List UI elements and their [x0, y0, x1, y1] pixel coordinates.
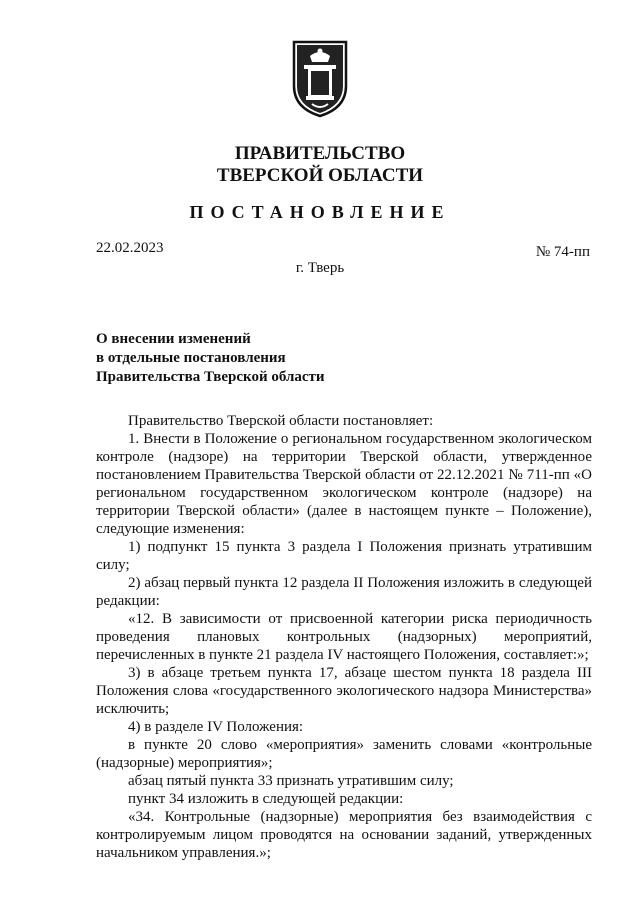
decree-subject: [96, 330, 325, 387]
body-paragraph: 1. Внести в Положение о региональном государственном экологическом контроле (надзоре) на территории Тверской области, утвержденное постановлением Правительства Тверской области от 22.12.2021 № 711-пп «О региональном государственном экологическом контроле (надзоре) на территории Тверской области» (далее в настоящем пункте – Положение), следующие изменения:: [96, 431, 592, 537]
body-paragraph: «34. Контрольные (надзорные) мероприятия без взаимодействия с контролируемым лицом проводятся на основании заданий, утвержденных начальником управления.»;: [96, 809, 592, 861]
body-paragraph: пункт 34 изложить в следующей редакции:: [128, 791, 404, 807]
subject-line: Правительства Тверской области: [96, 369, 325, 385]
body-paragraph: 1) подпункт 15 пункта 3 раздела I Положения признать утратившим силу;: [96, 539, 592, 573]
body-paragraph: 3) в абзаце третьем пункта 17, абзаце шестом пункта 18 раздела III Положения слова «государственного экологического надзора Министерства» исключить;: [96, 665, 592, 717]
body-paragraph: 2) абзац первый пункта 12 раздела II Положения изложить в следующей редакции:: [96, 575, 592, 609]
decree-date: 22.02.2023: [96, 240, 164, 256]
body-paragraph: абзац пятый пункта 33 признать утратившим силу;: [128, 773, 454, 789]
decree-body: [96, 412, 592, 862]
body-paragraph: в пункте 20 слово «мероприятия» заменить словами «контрольные (надзорные) мероприятия»;: [96, 737, 592, 771]
government-title-line1: ПРАВИТЕЛЬСТВО: [234, 143, 406, 164]
document-type: ПОСТАНОВЛЕНИЕ: [189, 202, 451, 222]
government-title-line2: ТВЕРСКОЙ ОБЛАСТИ: [216, 165, 424, 186]
decree-number: № 74-пп: [535, 244, 590, 260]
body-paragraph: 4) в разделе IV Положения:: [128, 719, 304, 735]
decree-city: г. Тверь: [295, 260, 345, 276]
body-paragraph: Правительство Тверской области постановляет:: [128, 413, 434, 429]
subject-line: О внесении изменений: [96, 331, 251, 347]
body-paragraph: «12. В зависимости от присвоенной категории риска периодичность проведения плановых контрольных (надзорных) мероприятий, перечисленных в пункте 21 раздела IV настоящего Положения, составляет:»;: [96, 611, 592, 663]
subject-line: в отдельные постановления: [96, 350, 286, 366]
coat-of-arms-icon: [290, 38, 350, 118]
